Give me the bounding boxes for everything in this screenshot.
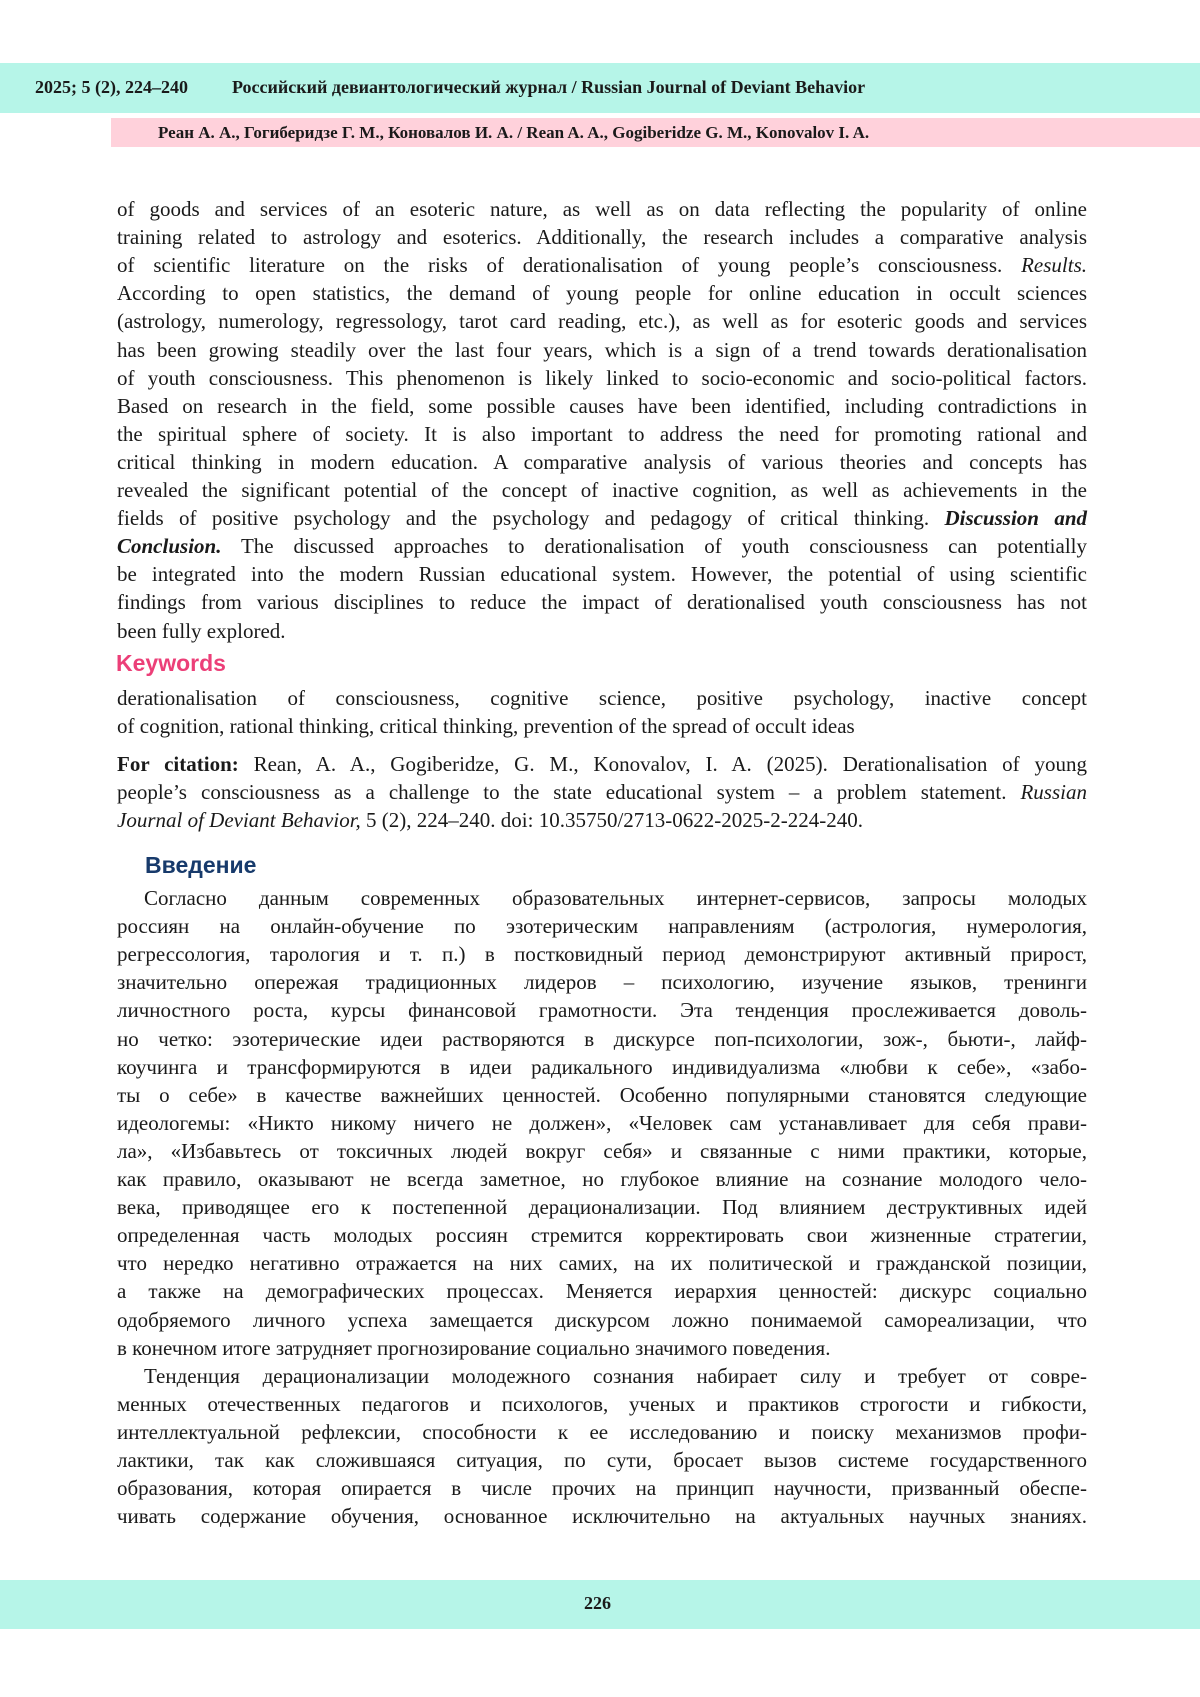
text-line <box>117 336 1087 364</box>
text-segment: Rean, A. A., Gogiberidze, G. M., Konovalov, I. A. (2025). Derationalisation of young <box>238 752 1087 776</box>
text-segment: of cognition, rational thinking, critical thinking, prevention of the spread of occult ideas <box>117 714 855 739</box>
text-line <box>117 1306 1087 1334</box>
text-line <box>117 1137 1087 1165</box>
text-segment: регрессология, тарология и т. п.) в постковидный период демонстрируют активный прирост, <box>117 942 1087 967</box>
authors-banner <box>111 118 1200 147</box>
text-line <box>117 588 1087 616</box>
text-line <box>117 684 1087 712</box>
text-line <box>117 778 1087 806</box>
text-segment: лактики, так как сложившаяся ситуация, по сути, бросает вызов системе государственного <box>117 1448 1087 1472</box>
text-segment: что нередко негативно отражается на них самих, на их политической и гражданской позиции, <box>117 1251 1087 1276</box>
text-line <box>117 1502 1087 1530</box>
text-line <box>117 476 1087 504</box>
authors: Реан А. А., Гогиберидзе Г. М., Коновалов И. А. / Rean A. A., Gogiberidze G. M., Konovalov I. A. <box>158 123 870 142</box>
introduction-heading: Введение <box>145 852 257 878</box>
text-segment: ла», «Избавьтесь от токсичных людей вокруг себя» и связанные с ними практики, которые, <box>117 1138 1087 1163</box>
page-footer <box>0 1580 1200 1629</box>
text-segment: как правило, оказывают не всегда заметное, но глубокое влияние на сознание молодого чело- <box>117 1167 1087 1191</box>
text-segment: одобряемого личного успеха замещается дискурсом ложно понимаемой самореализации, что <box>117 1307 1087 1332</box>
journal-title: Российский девиантологический журнал / Russian Journal of Deviant Behavior <box>232 77 866 97</box>
text-segment: значительно опережая традиционных лидеров – психологию, изучение языков, тренинги <box>117 970 1087 995</box>
text-segment: века, приводящее его к постепенной дерационализации. Под влиянием деструктивных идей <box>117 1195 1087 1220</box>
text-segment: Based on research in the field, some possible causes have been identified, including contradictions in <box>117 393 1087 418</box>
text-segment: а также на демографических процессах. Меняется иерархия ценностей: дискурс социально <box>117 1279 1087 1304</box>
text-segment: derationalisation of consciousness, cognitive science, positive psychology, inactive concept <box>117 686 1087 710</box>
text-segment: Russian <box>1020 780 1087 805</box>
text-line <box>117 1446 1087 1474</box>
text-line <box>117 968 1087 996</box>
text-line <box>117 307 1087 335</box>
text-line <box>117 912 1087 940</box>
text-segment: been fully explored. <box>117 618 286 643</box>
text-segment: коучинга и трансформируются в идеи радикального индивидуализма «любви к себе», «забо- <box>117 1054 1087 1079</box>
text-line <box>117 1193 1087 1221</box>
text-line <box>117 532 1087 560</box>
text-segment: be integrated into the modern Russian educational system. However, the potential of using scientific <box>117 562 1087 587</box>
text-line <box>117 617 1087 645</box>
text-line <box>117 504 1087 532</box>
text-segment: According to open statistics, the demand of young people for online education in occult sciences <box>117 281 1087 306</box>
text-segment: в конечном итоге затрудняет прогнозирование социально значимого поведения. <box>117 1335 831 1360</box>
keywords-heading: Keywords <box>116 650 226 676</box>
text-line <box>117 364 1087 392</box>
text-segment: findings from various disciplines to reduce the impact of derationalised youth consciousness has not <box>117 590 1087 615</box>
text-segment: training related to astrology and esoterics. Additionally, the research includes a comparative analysis <box>117 225 1087 250</box>
text-segment: revealed the significant potential of the concept of inactive cognition, as well as achievements in the <box>117 478 1087 502</box>
text-segment: of scientific literature on the risks of derationalisation of young people’s consciousness. <box>117 253 1022 278</box>
text-line <box>117 1025 1087 1053</box>
text-segment: Тенденция дерационализации молодежного сознания набирает силу и требует от совре- <box>144 1363 1087 1388</box>
text-line <box>117 1334 1087 1362</box>
issue-info: 2025; 5 (2), 224–240 <box>35 77 188 97</box>
text-segment: of goods and services of an esoteric nature, as well as on data reflecting the popularity of online <box>117 197 1087 221</box>
text-segment: fields of positive psychology and the psychology and pedagogy of critical thinking. <box>117 506 945 531</box>
text-segment: но четко: эзотерические идеи растворяются в дискурсе поп-психологии, зож-, бьюти-, лайф- <box>117 1026 1087 1051</box>
text-line <box>117 940 1087 968</box>
text-line <box>117 251 1087 279</box>
text-segment: of youth consciousness. This phenomenon is likely linked to socio-economic and socio-political factors. <box>117 365 1087 390</box>
text-line <box>117 1221 1087 1249</box>
text-line <box>144 1362 1087 1390</box>
text-segment: чивать содержание обучения, основанное исключительно на актуальных научных знаниях. <box>117 1504 1087 1529</box>
text-segment: people’s consciousness as a challenge to the state educational system – a problem statement. <box>117 780 1021 805</box>
text-segment: Journal of Deviant Behavior, <box>117 808 361 833</box>
text-segment: россиян на онлайн-обучение по эзотерическим направлениям (астрология, нумерология, <box>117 914 1087 939</box>
text-segment: определенная часть молодых россиян стремится корректировать свои жизненные стратегии, <box>117 1223 1087 1248</box>
text-line <box>117 1418 1087 1446</box>
text-line <box>117 279 1087 307</box>
text-line <box>117 1053 1087 1081</box>
text-line <box>117 1474 1087 1502</box>
text-segment: Discussion and <box>944 506 1087 531</box>
text-segment: has been growing steadily over the last four years, which is a sign of a trend towards derationalisation <box>117 337 1087 362</box>
text-line <box>117 1390 1087 1418</box>
text-segment: ты о себе» в качестве важнейших ценностей. Особенно популярными становятся следующие <box>117 1082 1087 1107</box>
text-line <box>117 712 1087 740</box>
text-segment: critical thinking in modern education. A comparative analysis of various theories and concepts has <box>117 449 1087 474</box>
text-segment: the spiritual sphere of society. It is also important to address the need for promoting rational and <box>117 421 1087 446</box>
text-line <box>117 448 1087 476</box>
text-segment: менных отечественных педагогов и психологов, ученых и практиков строгости и гибкости, <box>117 1391 1087 1416</box>
text-line <box>117 1081 1087 1109</box>
text-segment: личностного роста, курсы финансовой грамотности. Эта тенденция прослеживается доволь- <box>117 998 1087 1023</box>
text-line <box>117 420 1087 448</box>
text-line <box>117 750 1087 778</box>
text-segment: Results. <box>1021 253 1087 278</box>
text-line <box>117 1109 1087 1137</box>
text-line <box>117 1165 1087 1193</box>
text-line <box>117 195 1087 223</box>
text-segment: интеллектуальной рефлексии, способности к ее исследованию и поиску механизмов профи- <box>117 1419 1087 1444</box>
text-line <box>117 1277 1087 1305</box>
text-segment: The discussed approaches to derationalisation of youth consciousness can potentially <box>221 534 1087 559</box>
text-line <box>117 223 1087 251</box>
text-line <box>117 996 1087 1024</box>
text-line <box>117 392 1087 420</box>
page-number: 226 <box>584 1593 611 1613</box>
running-header <box>0 63 1200 113</box>
text-segment: 5 (2), 224–240. doi: 10.35750/2713-0622-2025-2-224-240. <box>360 808 864 833</box>
text-line <box>144 884 1087 912</box>
text-segment: образования, которая опирается в числе прочих на принцип научности, призванный обеспе- <box>117 1476 1087 1501</box>
text-segment: Conclusion. <box>117 534 222 559</box>
text-segment: Согласно данным современных образовательных интернет-сервисов, запросы молодых <box>144 886 1087 910</box>
text-segment: идеологемы: «Никто никому ничего не должен», «Человек сам устанавливает для себя прави- <box>117 1110 1087 1135</box>
text-segment: (astrology, numerology, regressology, tarot card reading, etc.), as well as for esoteric goods and services <box>117 309 1087 334</box>
text-line <box>117 560 1087 588</box>
text-line <box>117 1249 1087 1277</box>
text-segment: For citation: <box>117 752 239 776</box>
text-line <box>117 806 1087 834</box>
